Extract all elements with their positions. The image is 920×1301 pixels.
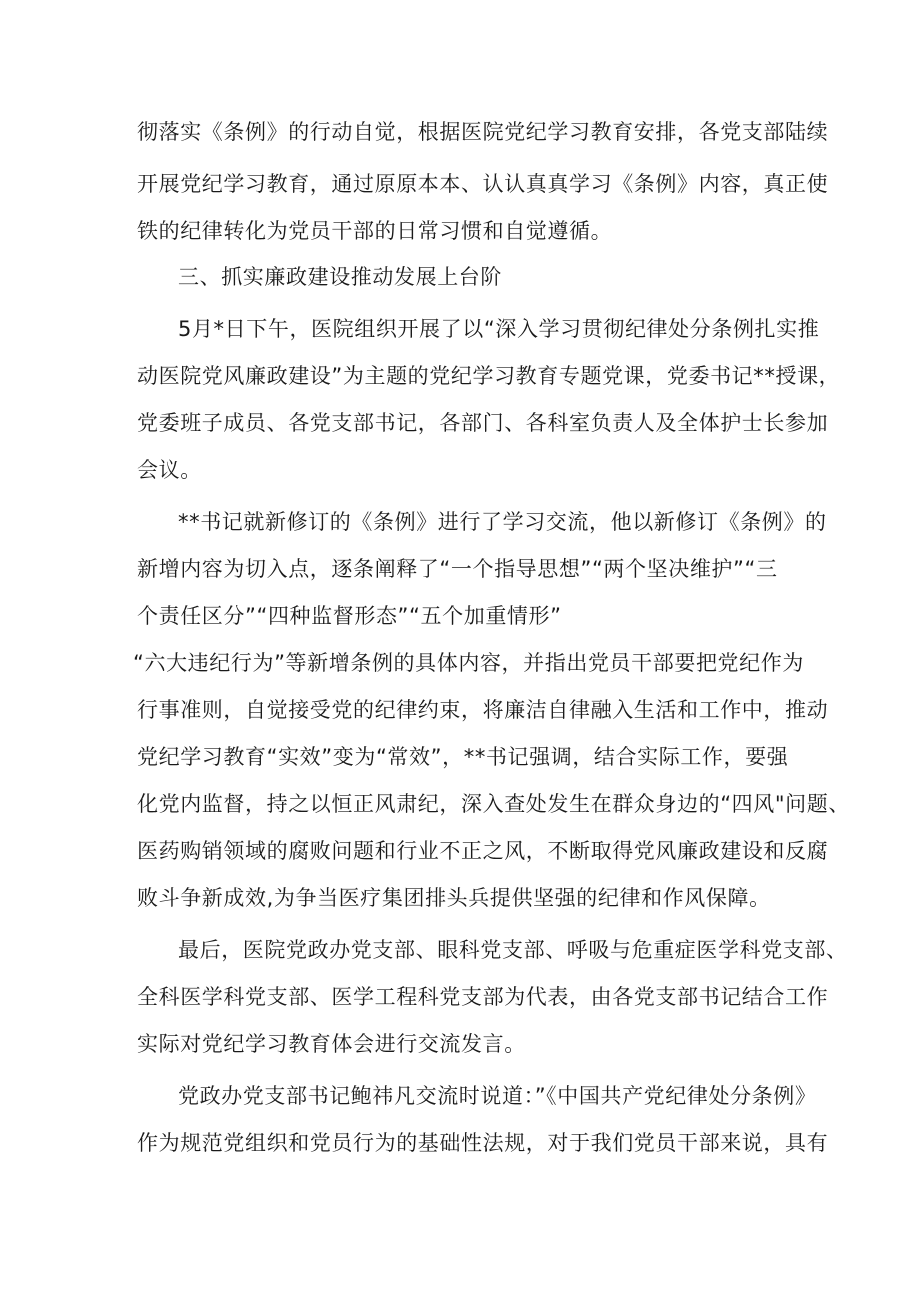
text-line: 动医院党风廉政建设”为主题的党纪学习教育专题党课，党委书记**授课， [137,364,841,388]
text-line: 党委班子成员、各党支部书记，各部门、各科室负责人及全体护士长参加 [137,411,829,435]
text-line: 实际对党纪学习教育体会进行交流发言。 [137,1032,526,1056]
text-line: 化党内监督，持之以恒正风肃纪，深入查处发生在群众身边的“四风"问题、 [137,792,850,816]
text-line: 党政办党支部书记鲍祎凡交流时说道：”《中国共产党纪律处分条例》 [178,1084,817,1108]
text-line: 个责任区分”“四种监督形态”“五个加重情形” [137,604,562,628]
text-line: 党纪学习教育“实效”变为“常效”，**书记强调，结合实际工作，要强 [137,745,789,769]
text-line: 铁的纪律转化为党员干部的日常习惯和自觉遵循。 [137,219,613,243]
text-line: 新增内容为切入点，逐条阐释了“一个指导思想”“两个坚决维护”“三 [137,557,778,581]
text-line: 败斗争新成效,为争当医疗集团排头兵提供坚强的纪律和作风保障。 [137,886,771,910]
text-line: 开展党纪学习教育，通过原原本本、认认真真学习《条例》内容，真正使 [137,172,829,196]
text-line: 全科医学科党支部、医学工程科党支部为代表，由各党支部书记结合工作 [137,985,829,1009]
text-line: 作为规范党组织和党员行为的基础性法规，对于我们党员干部来说，具有 [137,1131,829,1155]
section-heading: 三、抓实廉政建设推动发展上台阶 [178,265,502,289]
text-line: 行事准则，自觉接受党的纪律约束，将廉洁自律融入生活和工作中，推动 [137,698,829,722]
text-line: 会议。 [137,458,202,482]
text-line: 5月*日下午，医院组织开展了以“深入学习贯彻纪律处分条例扎实推 [178,317,820,341]
text-line: 最后，医院党政办党支部、眼科党支部、呼吸与危重症医学科党支部、 [178,938,848,962]
text-line: 彻落实《条例》的行动自觉，根据医院党纪学习教育安排，各党支部陆续 [137,120,829,144]
text-line: “六大违纪行为”等新增条例的具体内容，并指出党员干部要把党纪作为 [133,651,804,675]
text-line: **书记就新修订的《条例》进行了学习交流，他以新修订《条例》的 [178,510,827,534]
text-line: 医药购销领域的腐败问题和行业不正之风，不断取得党风廉政建设和反腐 [137,839,829,863]
